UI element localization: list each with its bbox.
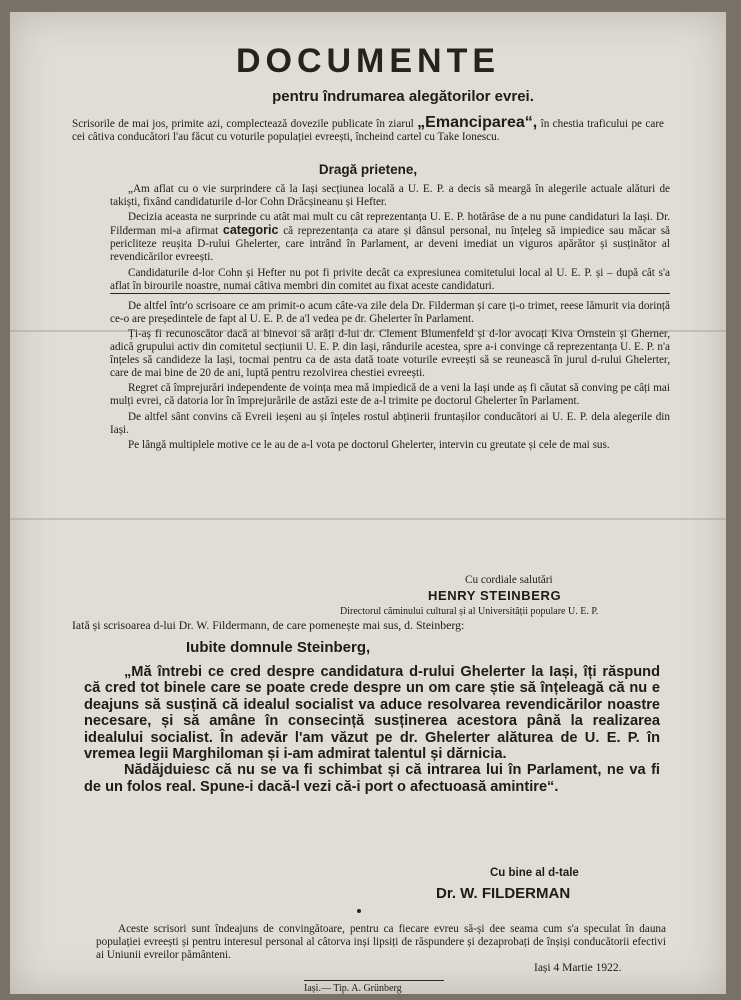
letter1-greeting: Dragă prietene,: [318, 162, 418, 177]
letter2-body: [84, 664, 660, 795]
paragraph-text: că reprezentanța ca atare și dânsul personal, nu înțeleg să impiedice sau măcar să pericliteze reușita D-rului Ghelerter, care intrând în Parlament, ar deveni imediat un viguros apărător și susținător al revendicărilor evreești.: [110, 225, 671, 264]
letter1-underlined-paragraph: Candidaturile d-lor Cohn și Hefter nu pot fi privite decât ca expresiunea comitetului local al U. E. P. și – după cât s'a aflat în birourile noastre, numai câtiva membri din comitet au fixat aceste candidaturi.: [110, 267, 670, 294]
letter2-greeting: Iubite domnule Steinberg,: [186, 639, 371, 656]
letter1-signatory-role: Directorul căminului cultural și al Universității populare U. E. P.: [340, 606, 599, 617]
letter1-paragraph: De altfel într'o scrisoare ce am primit-o acum câte-va zile dela Dr. Filderman și care ți-o trimet, reese lămurit via dorință ce-o are președintele de fapt al U. E. P. de a'l vedea pe dr. Ghelerter în Parlament.: [110, 299, 670, 325]
place-date: Iași 4 Martie 1922.: [534, 962, 622, 974]
letter1-paragraph: Regret că împrejurări independente de voința mea mă impiedică de a veni la Iași unde aș fi căutat să conving pe câți mai mulți evrei, că datoria lor în împrejurările de astăzi este de a-l trimite pe doctorul Ghelerter în Parlament.: [110, 382, 670, 408]
letter1-paragraph: [110, 211, 670, 264]
page-subtitle: pentru îndrumarea alegătorilor evrei.: [272, 88, 534, 105]
letter1-paragraph: Pe lângă multiplele motive ce le au de a-l vota pe doctorul Ghelerter, intervin cu greutate și cele de mai sus.: [128, 438, 610, 451]
transition-line: Iată și scrisoarea d-lui Dr. W. Fildermann, de care pomenește mai sus, d. Steinberg:: [72, 618, 465, 632]
newspaper-name: „Emanciparea“,: [417, 114, 538, 131]
document-sheet: [10, 12, 726, 994]
letter1-paragraph: „Am aflat cu o vie surprindere că la Iași secțiunea locală a U. E. P. a decis să meargă în alegerile actuale alături de takiști, fixând candidaturile d-lor Cohn Drăcșineanu și Hefter.: [110, 183, 670, 209]
divider-dot: [357, 909, 361, 913]
letter1-signature: HENRY STEINBERG: [428, 588, 562, 603]
paper-fold-crease: [10, 518, 726, 520]
letter1-paragraph: De altfel sânt convins că Evreii ieșeni au și înțeles rostul abținerii fruntașilor conducători ai U. E. P. dela alegerile din Iași.: [110, 410, 670, 436]
letter2-paragraph: „Mă întrebi ce cred despre candidatura d-rului Ghelerter la Iași, îți răspund că cred tot binele care se poate crede despre un om care știe să înțeleagă că nu e deajuns să susțină că idealul socialist va aduce resolvarea revendicărilor noastre necesare, și să amâne în consecință susținerea acestora până la realizarea idealului socialist. În adevăr l'am văzut pe dr. Ghelerter alăturea de U. E. P. în vremea legii Marghiloman și i-am admirat talentul și dărnicia.: [84, 664, 660, 763]
conclusion-paragraph: Aceste scrisori sunt îndeajuns de convingătoare, pentru ca fiecare evreu să-și dee seama cum s'a speculat în dauna populației evreești și pentru interesul personal al câtorva inși lipsiți de răspundere și dezaprobați de înșiși conducătorii efectivi ai Uniunii evreilor pământeni.: [96, 923, 666, 962]
letter1-closing: Cu cordiale salutări: [465, 574, 553, 586]
intro-text-continued: în chestia traficului pe care cei câtiva conducători l'au făcut cu voturile populației evreești, încheind cartel cu Take Ionescu.: [72, 118, 665, 144]
printer-imprint: Iași.— Tip. A. Grünberg: [304, 980, 444, 994]
letter2-paragraph: Nădăjduiesc că nu se va fi schimbat și că intrarea lui în Parlament, ne va fi de un folos real. Spune-i dacă-l vezi că-i port o afectuoasă amintire“.: [84, 762, 660, 795]
emphasized-word: categoric: [222, 223, 279, 238]
page-title: DOCUMENTE: [235, 42, 501, 80]
letter1-paragraph: Ți-aș fi recunoscător dacă ai binevoi să arăți d-lui dr. Clement Blumenfeld și d-lor avocați Kiva Ornstein și Gherner, adică grupului activ din comitetul secțiunii U. E. P. din Iași, rândurile acestea, spre a-i convinge că reprezentanța U. E. P. n'a înțeles să candideze la Iași, tocmai pentru ca de asta dată toate voturile evreești să se reunească în jurul d-rului Ghelerter, care de mai bine de 20 de ani, luptă pentru rezolvirea chestiei evreești.: [110, 327, 670, 380]
letter1-body: [110, 183, 670, 452]
letter2-signature: Dr. W. FILDERMAN: [436, 885, 571, 902]
intro-paragraph: [72, 116, 664, 144]
letter2-closing: Cu bine al d-tale: [490, 867, 579, 879]
intro-text: Scrisorile de mai jos, primite azi, complectează dovezile publicate în ziarul: [72, 118, 414, 130]
paragraph-text: Decizia aceasta ne surprinde cu atât mai mult cu cât reprezentanța U. E. P. hotărâse de a nu pune candidaturi la Iași. Dr. Filderman mi-a afirmat: [110, 211, 670, 238]
